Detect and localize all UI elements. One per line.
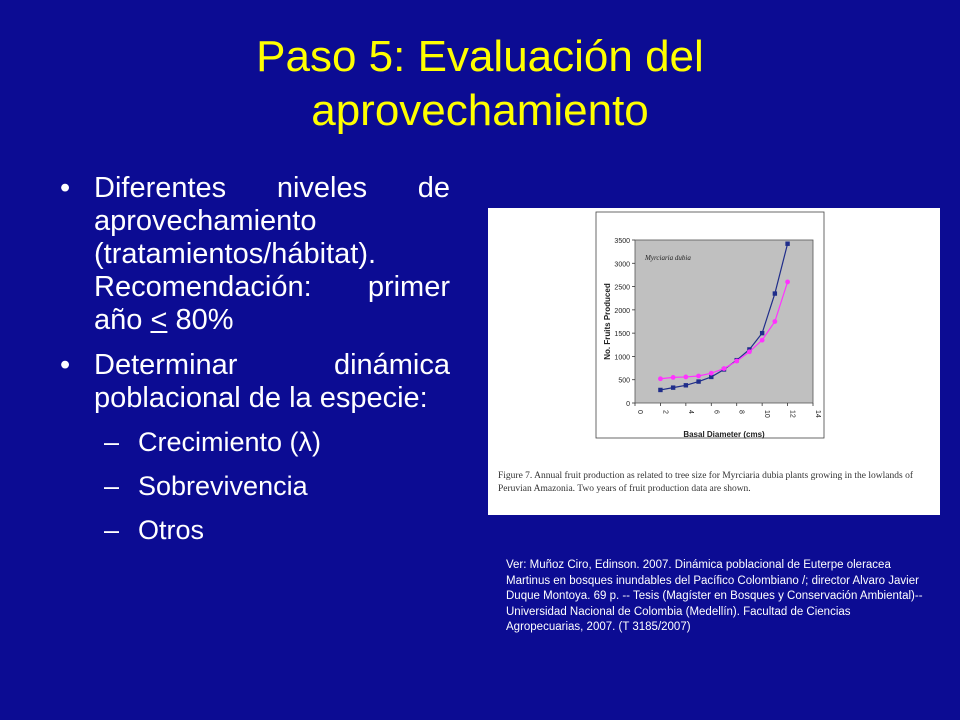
subitem-label: Crecimiento (λ) xyxy=(138,427,322,457)
x-tick-label: 14 xyxy=(814,410,821,418)
series-2-point xyxy=(683,375,688,380)
series-2-point xyxy=(722,366,727,371)
title-line-2: aprovechamiento xyxy=(311,86,649,135)
bullet-1-tail: 80% xyxy=(167,304,234,336)
series-2-point xyxy=(734,359,739,364)
bullet-population-dynamics xyxy=(60,349,450,415)
y-tick-label: 3000 xyxy=(614,261,630,269)
subitem-label: Sobrevivencia xyxy=(138,471,308,501)
series-2-point xyxy=(696,374,701,379)
series-2-point xyxy=(760,338,765,343)
species-annotation: Myrciaria dubia xyxy=(645,254,691,262)
x-tick-label: 0 xyxy=(636,410,643,414)
y-tick-label: 500 xyxy=(618,377,630,385)
subitem-survival xyxy=(60,471,450,501)
series-1-point xyxy=(773,291,777,295)
y-tick-label: 3500 xyxy=(614,238,630,245)
bullet-harvest-levels xyxy=(60,172,450,337)
subitem-growth xyxy=(60,427,450,457)
subitem-label: Otros xyxy=(138,515,205,545)
series-1-point xyxy=(671,385,675,389)
sub-dash: – xyxy=(104,515,120,545)
sub-dash: – xyxy=(104,427,120,457)
x-axis-label: Basal Diameter (cms) xyxy=(683,430,765,439)
slide-title xyxy=(0,30,960,138)
x-tick-label: 12 xyxy=(788,410,796,418)
subitem-others xyxy=(60,515,450,545)
bullet-1-underlined-symbol: < xyxy=(150,304,168,336)
y-axis-label: No. Fruits Produced xyxy=(603,283,612,360)
x-tick-label: 8 xyxy=(737,410,745,414)
series-2-point xyxy=(658,376,663,381)
bullet-1-text: Diferentes niveles de aprovechamiento (tratamientos/hábitat). Recomendación: primer año xyxy=(94,172,450,336)
x-tick-label: 6 xyxy=(712,410,720,414)
series-2-point xyxy=(785,280,790,285)
x-tick-label: 10 xyxy=(763,410,771,418)
series-1-point xyxy=(658,388,662,392)
series-2-point xyxy=(709,371,714,376)
bullet-dot: • xyxy=(60,349,71,381)
bullet-2-text: Determinar dinámica poblacional de la especie: xyxy=(94,349,450,414)
series-1-point xyxy=(785,242,789,246)
reference-citation: Ver: Muñoz Ciro, Edinson. 2007. Dinámica poblacional de Euterpe oleracea Martinus en bosques inundables del Pacífico Colombiano /; director Alvaro Javier Duque Montoya. 69 p. -- Tesis (Magíster en Bosques y Conservación Ambiental)--Universidad Nacional de Colombia (Medellín). Facultad de Ciencias Agropecuarias, 2007. (T 3185/2007) xyxy=(506,559,923,633)
bullet-dot: • xyxy=(60,172,71,204)
x-tick-label: 2 xyxy=(661,410,669,414)
series-1-point xyxy=(696,379,700,383)
bullet-list xyxy=(60,172,450,559)
y-tick-label: 1000 xyxy=(614,354,630,362)
series-2-point xyxy=(772,319,777,324)
y-tick-label: 2500 xyxy=(614,284,630,292)
y-tick-label: 2000 xyxy=(614,307,630,315)
series-2-point xyxy=(671,375,676,380)
x-tick-label: 4 xyxy=(686,410,694,414)
series-2-point xyxy=(747,349,752,354)
y-tick-label: 0 xyxy=(626,401,630,408)
sub-dash: – xyxy=(104,471,120,501)
series-1-point xyxy=(684,383,688,387)
series-1-point xyxy=(760,331,764,335)
y-tick-label: 1500 xyxy=(614,331,630,339)
fruit-production-chart xyxy=(488,208,940,468)
figure-caption: Figure 7. Annual fruit production as related to tree size for Myrciaria dubia plants growing in the lowlands of Peruvian Amazonia. Two years of fruit production data are shown. xyxy=(498,471,913,494)
fruit-production-figure xyxy=(488,208,940,515)
title-line-1: Paso 5: Evaluación del xyxy=(256,32,704,81)
